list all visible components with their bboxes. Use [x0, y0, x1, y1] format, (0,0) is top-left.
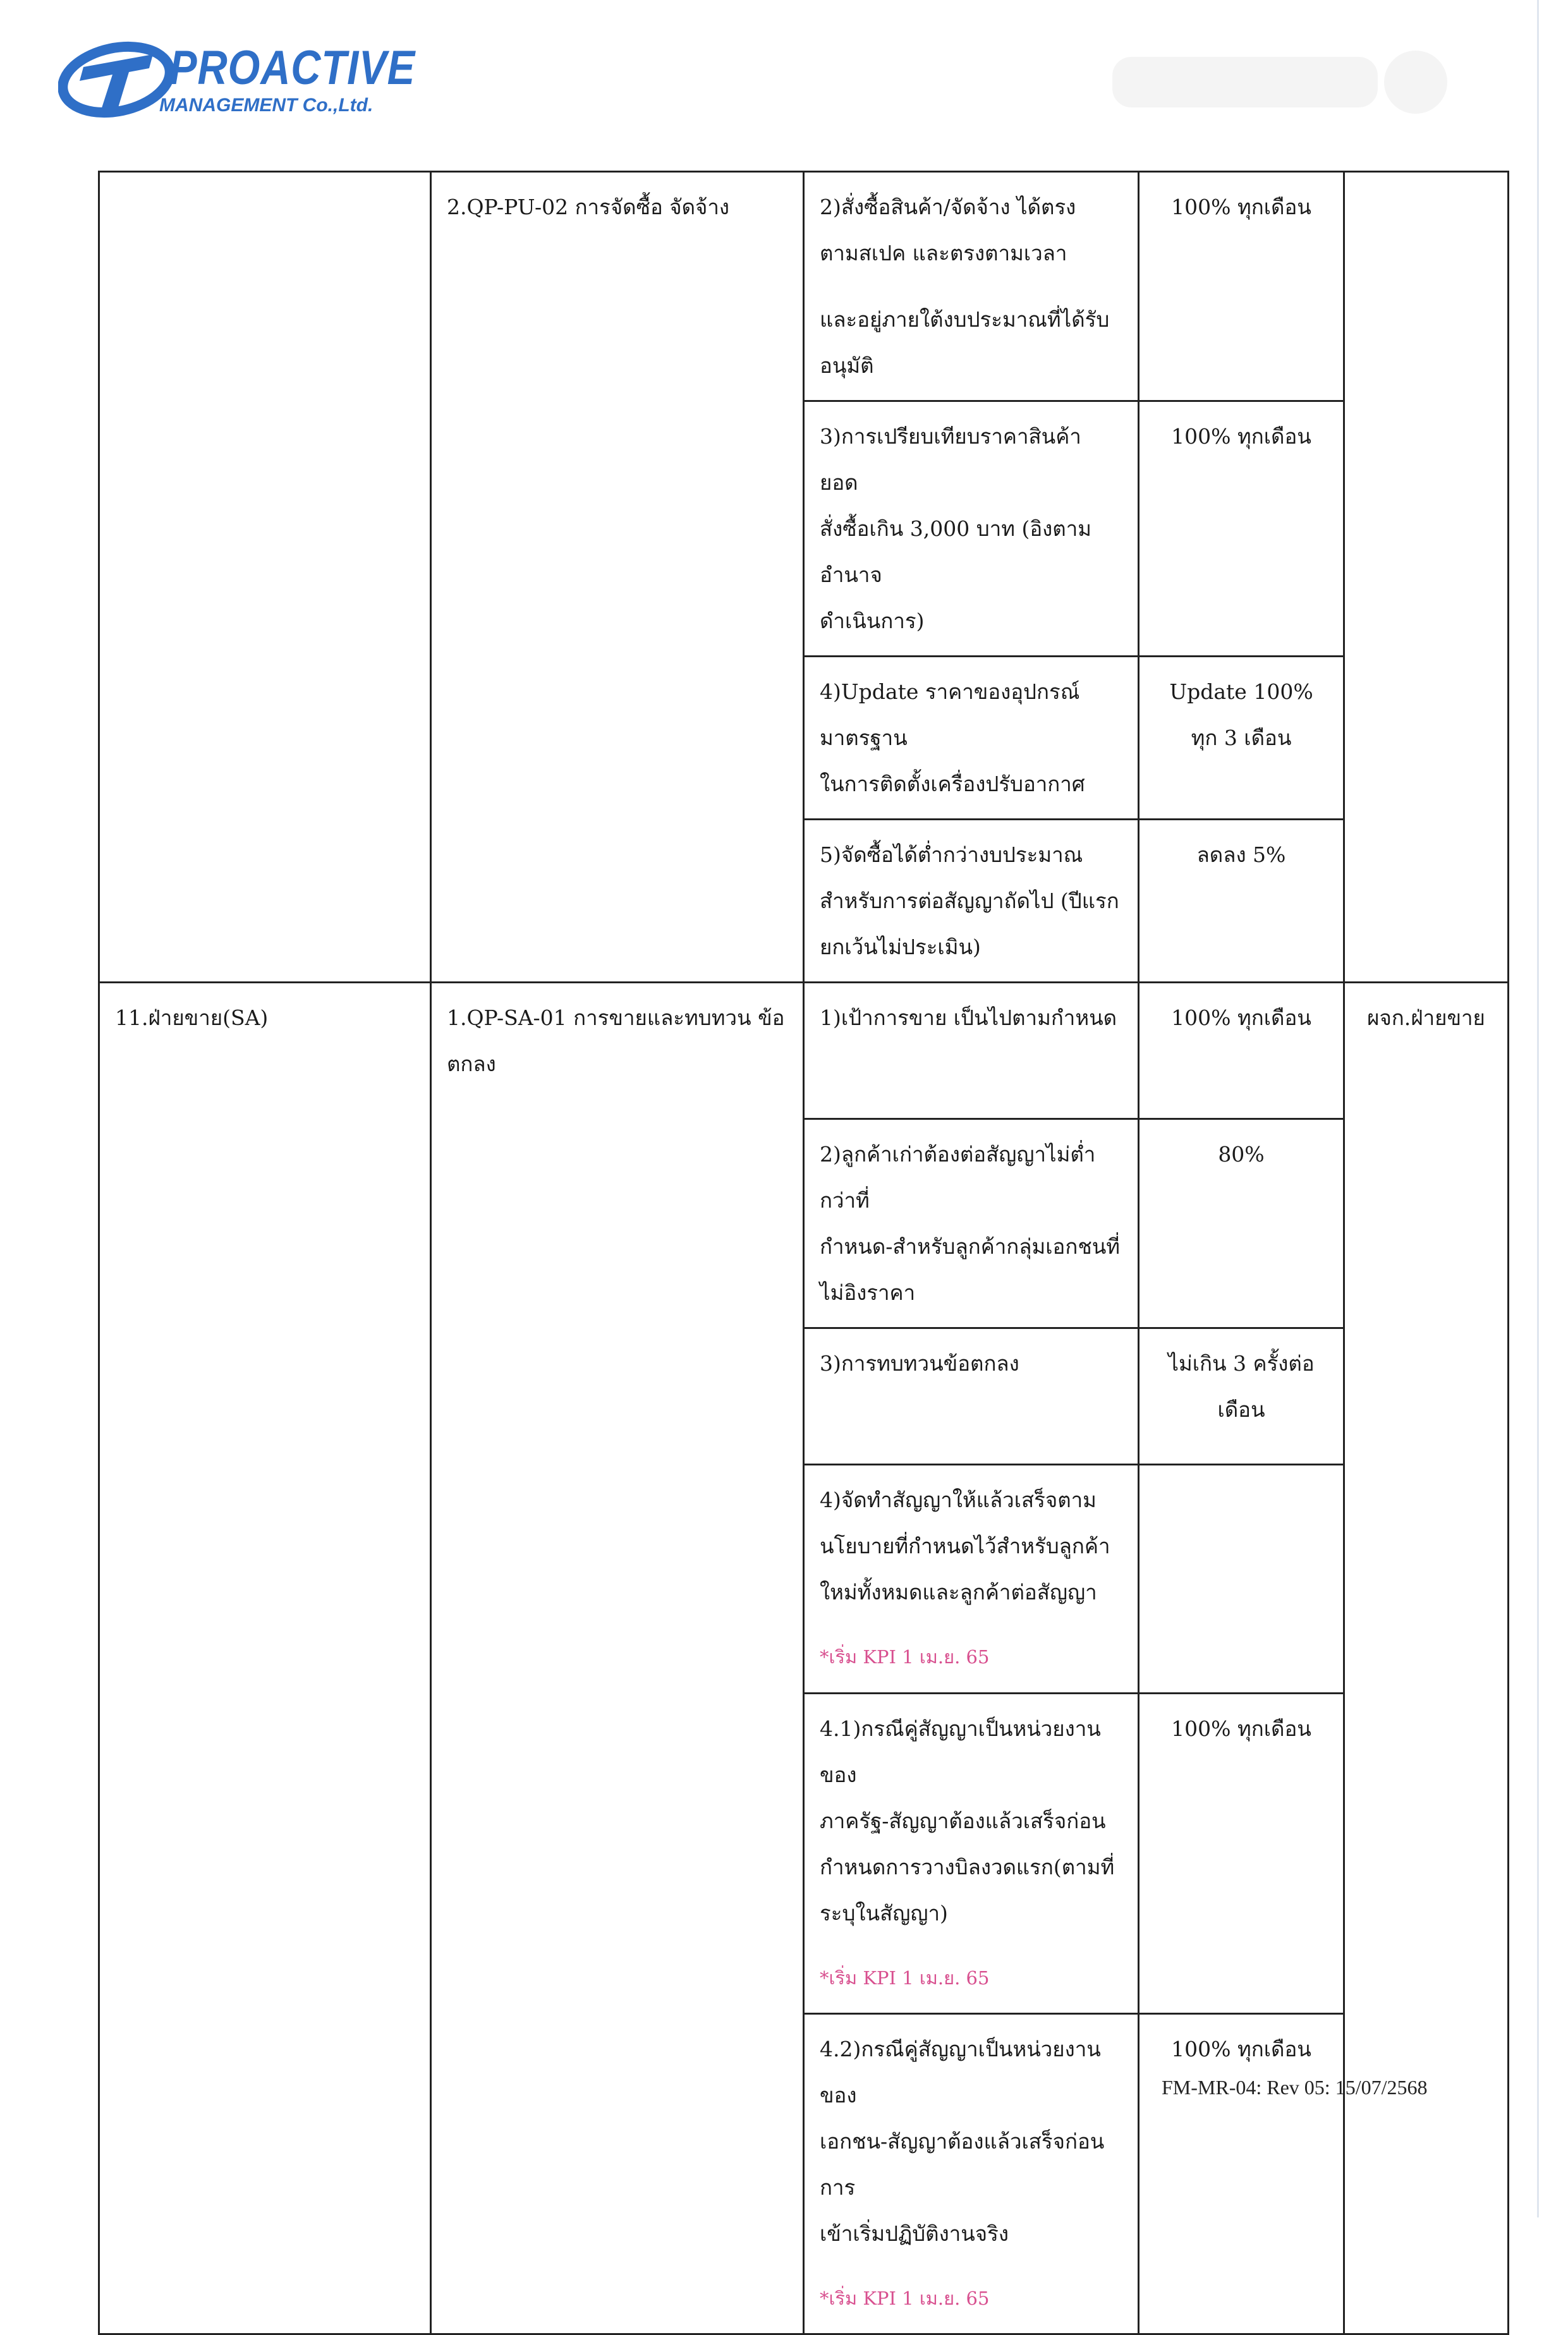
kpi-line: 4.2)กรณีคู่สัญญาเป็นหน่วยงานของ	[820, 2037, 1101, 2108]
kpi-line: ภาครัฐ-สัญญาต้องแล้วเสร็จก่อน	[820, 1809, 1106, 1833]
kpi-line: 2)ลูกค้าเก่าต้องต่อสัญญาไม่ต่ำกว่าที่	[820, 1142, 1096, 1213]
kpi-line: อนุมัติ	[820, 353, 874, 378]
kpi-line: 3)การเปรียบเทียบราคาสินค้า ยอด	[820, 424, 1081, 495]
kpi-line: นโยบายที่กำหนดไว้สำหรับลูกค้า	[820, 1534, 1110, 1558]
target-cell: 100% ทุกเดือน	[1139, 2014, 1344, 2334]
kpi-line: ยกเว้นไม่ประเมิน)	[820, 935, 981, 959]
brand-name: PROACTIVE	[169, 41, 416, 95]
kpi-start-note: *เริ่ม KPI 1 เม.ย. 65	[820, 1646, 990, 1668]
target-cell	[1139, 1465, 1344, 1694]
kpi-cell	[804, 1328, 1139, 1465]
company-logo	[58, 30, 416, 125]
kpi-cell	[804, 401, 1139, 657]
target-cell: 100% ทุกเดือน	[1139, 983, 1344, 1119]
kpi-cell	[804, 1694, 1139, 2014]
table-row	[99, 983, 1509, 1119]
kpi-table	[98, 171, 1509, 2335]
page-edge-rule	[1537, 0, 1539, 2217]
kpi-line: เอกชน-สัญญาต้องแล้วเสร็จก่อนการ	[820, 2129, 1105, 2200]
kpi-line: และอยู่ภายใต้งบประมาณที่ได้รับ	[820, 307, 1110, 332]
owner-cell	[1344, 172, 1509, 983]
brand-subtitle: MANAGEMENT Co.,Ltd.	[159, 95, 374, 116]
kpi-line: ใหม่ทั้งหมดและลูกค้าต่อสัญญา	[820, 1580, 1097, 1604]
kpi-line: 1)เป้าการขาย เป็นไปตามกำหนด	[820, 1005, 1117, 1030]
kpi-line: 2)สั่งซื้อสินค้า/จัดจ้าง ได้ตรง	[820, 195, 1076, 219]
kpi-line: ดำเนินการ)	[820, 609, 925, 633]
document-code: FM-MR-04: Rev 05: 15/07/2568	[1162, 2076, 1428, 2099]
kpi-line: 4)จัดทำสัญญาให้แล้วเสร็จตาม	[820, 1488, 1097, 1512]
department-cell	[99, 172, 431, 983]
kpi-line: 3)การทบทวนข้อตกลง	[820, 1351, 1019, 1376]
procedure-cell: 2.QP-PU-02 การจัดซื้อ จัดจ้าง	[431, 172, 804, 983]
table-row	[99, 172, 1509, 401]
kpi-line: กำหนดการวางบิลงวดแรก(ตามที่	[820, 1855, 1115, 1879]
kpi-start-note: *เริ่ม KPI 1 เม.ย. 65	[820, 2288, 990, 2309]
kpi-cell	[804, 657, 1139, 820]
kpi-cell	[804, 820, 1139, 983]
kpi-line: ระบุในสัญญา)	[820, 1901, 948, 1926]
kpi-line: 4.1)กรณีคู่สัญญาเป็นหน่วยงานของ	[820, 1716, 1101, 1787]
target-cell: Update 100% ทุก 3 เดือน	[1139, 657, 1344, 820]
kpi-cell	[804, 983, 1139, 1119]
kpi-line: 5)จัดซื้อได้ต่ำกว่างบประมาณ	[820, 842, 1083, 867]
procedure-cell: 1.QP-SA-01 การขายและทบทวน ข้อตกลง	[431, 983, 804, 2334]
kpi-line: 4)Update ราคาของอุปกรณ์มาตรฐาน	[820, 679, 1080, 750]
kpi-line: กำหนด-สำหรับลูกค้ากลุ่มเอกชนที่	[820, 1234, 1121, 1259]
kpi-cell	[804, 1465, 1139, 1694]
kpi-line: สำหรับการต่อสัญญาถัดไป (ปีแรก	[820, 889, 1119, 913]
kpi-cell	[804, 1119, 1139, 1328]
kpi-line: ในการติดตั้งเครื่องปรับอากาศ	[820, 772, 1085, 796]
kpi-line: สั่งซื้อเกิน 3,000 บาท (อิงตามอำนาจ	[820, 516, 1091, 587]
kpi-line: เข้าเริ่มปฏิบัติงานจริง	[820, 2221, 1009, 2246]
kpi-start-note: *เริ่ม KPI 1 เม.ย. 65	[820, 1967, 990, 1989]
kpi-cell	[804, 172, 1139, 401]
faded-watermark-icon	[1112, 38, 1454, 126]
kpi-line: ตามสเปค และตรงตามเวลา	[820, 241, 1067, 265]
target-cell: 100% ทุกเดือน	[1139, 401, 1344, 657]
department-cell: 11.ฝ่ายขาย(SA)	[99, 983, 431, 2334]
target-cell: 100% ทุกเดือน	[1139, 172, 1344, 401]
kpi-line: ไม่อิงราคา	[820, 1280, 916, 1305]
target-cell: ไม่เกิน 3 ครั้งต่อ เดือน	[1139, 1328, 1344, 1465]
owner-cell: ผจก.ฝ่ายขาย	[1344, 983, 1509, 2334]
target-cell: 80%	[1139, 1119, 1344, 1328]
target-cell: 100% ทุกเดือน	[1139, 1694, 1344, 2014]
target-cell: ลดลง 5%	[1139, 820, 1344, 983]
kpi-cell	[804, 2014, 1139, 2334]
